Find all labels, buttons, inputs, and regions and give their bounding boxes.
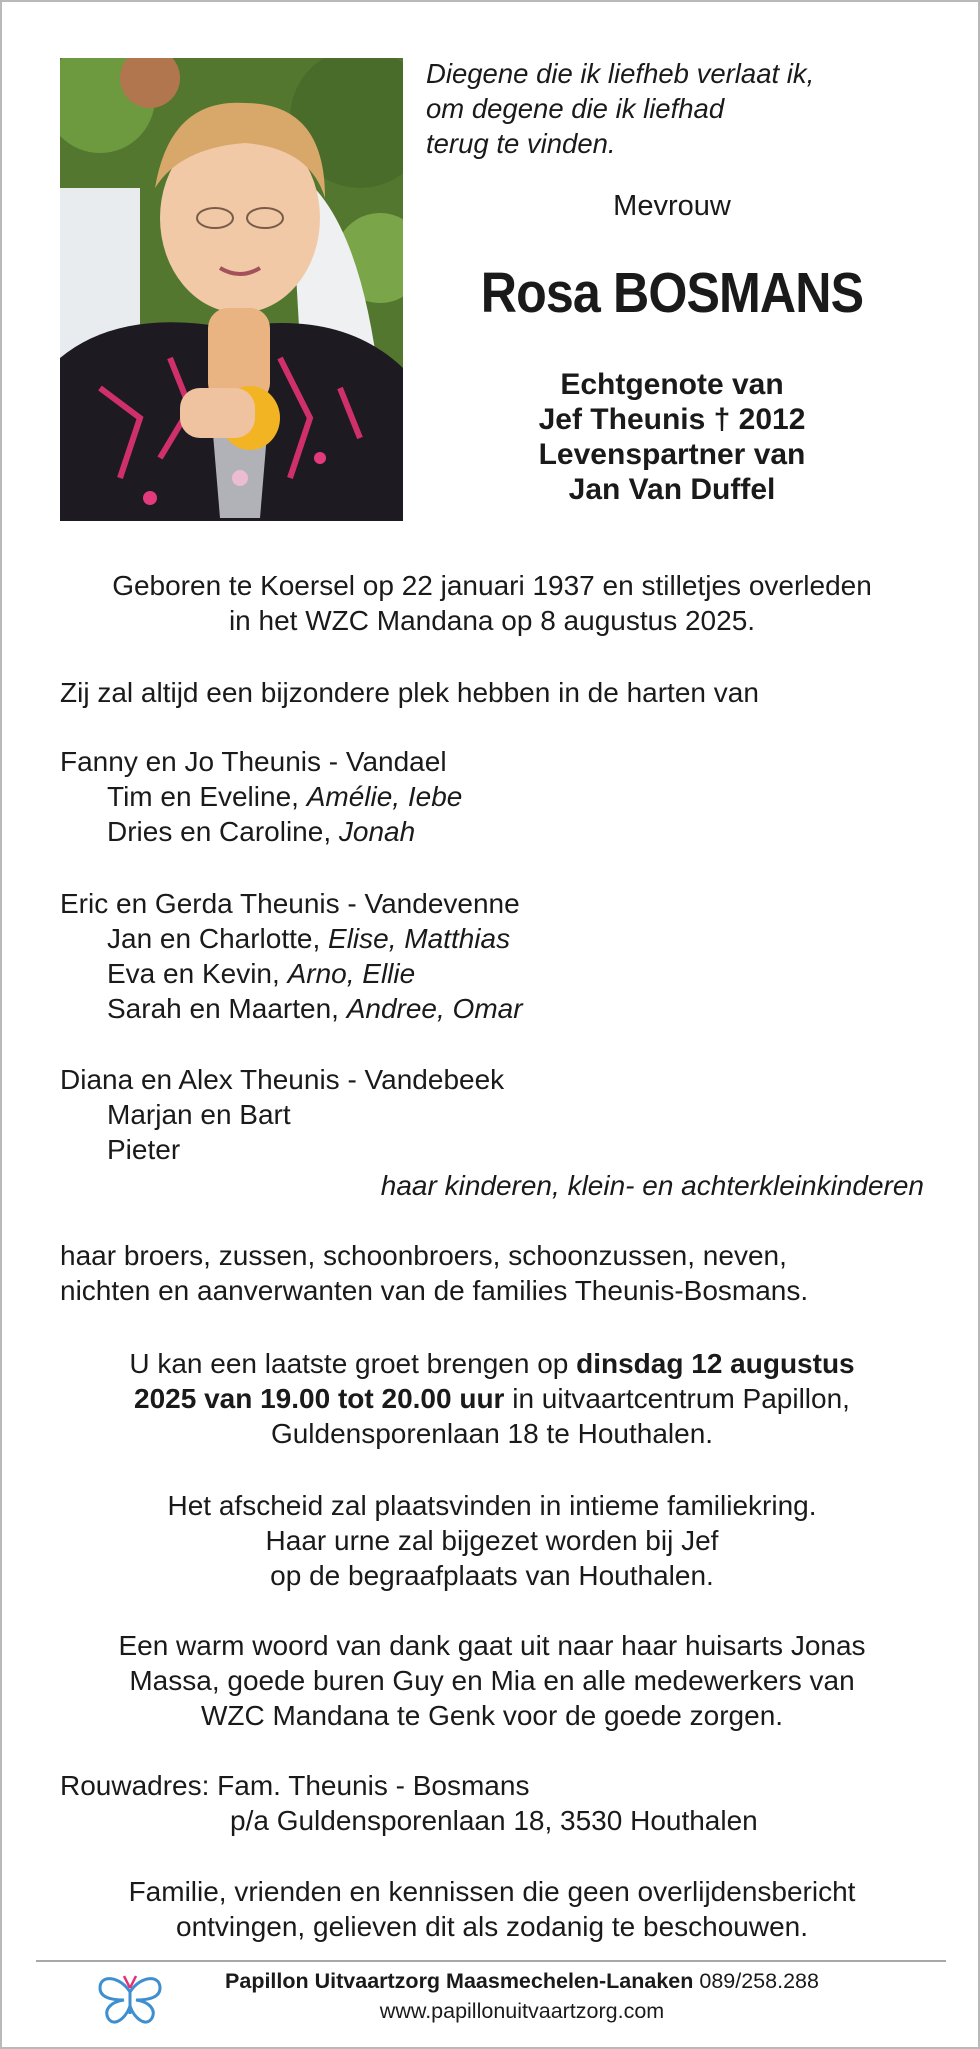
- visit-place: in uitvaartcentrum Papillon,: [504, 1383, 850, 1414]
- text-line: p/a Guldensporenlaan 18, 3530 Houthalen: [230, 1805, 758, 1836]
- parents: Jan en Charlotte,: [107, 923, 329, 954]
- relation-line: Jef Theunis † 2012: [538, 403, 806, 436]
- text-line: op de begraafplaats van Houthalen.: [270, 1560, 714, 1591]
- funeral-home-footer: [162, 1966, 882, 2026]
- family-head: Eric en Gerda Theunis - Vandevenne: [60, 888, 520, 919]
- relation-line: Jan Van Duffel: [568, 473, 776, 506]
- text-line: Massa, goede buren Guy en Mia en alle medewerkers van: [129, 1665, 855, 1696]
- family-member: [60, 814, 940, 849]
- mourning-address: [60, 1768, 940, 1838]
- text-line: haar broers, zussen, schoonbroers, schoonzussen, neven,: [60, 1240, 787, 1271]
- salutation: Mevrouw: [613, 190, 731, 222]
- text-line: Haar urne zal bijgezet worden bij Jef: [265, 1525, 719, 1556]
- children: Elise, Matthias: [328, 923, 511, 954]
- relatives-text: [60, 1238, 940, 1308]
- text-line: Geboren te Koersel op 22 januari 1937 en stilletjes overleden: [112, 570, 872, 601]
- text-line: Het afscheid zal plaatsvinden in intieme familiekring.: [167, 1490, 817, 1521]
- portrait-photo: [60, 58, 403, 521]
- text-line: Familie, vrienden en kennissen die geen overlijdensbericht: [128, 1876, 856, 1907]
- children: Arno, Ellie: [287, 958, 416, 989]
- visit-time: 2025 van 19.00 tot 20.00 uur: [134, 1383, 505, 1414]
- visitation-info: [42, 1346, 942, 1451]
- relations: [422, 367, 922, 507]
- text-line: Een warm woord van dank gaat uit naar haar huisarts Jonas: [118, 1630, 866, 1661]
- quote-line: om degene die ik liefhad: [426, 93, 725, 124]
- footer-divider: [36, 1960, 946, 1962]
- footer-line: [162, 1966, 882, 1996]
- visit-pre: U kan een laatste groet brengen op: [129, 1348, 577, 1379]
- butterfly-logo-icon: [96, 1970, 164, 2028]
- parents: Dries en Caroline,: [107, 816, 339, 847]
- text-line: ontvingen, gelieven dit als zodanig te beschouwen.: [176, 1911, 808, 1942]
- deceased-name: Rosa BOSMANS: [480, 261, 864, 325]
- family-head: Fanny en Jo Theunis - Vandael: [60, 746, 447, 777]
- family-member: [60, 921, 940, 956]
- intro-line: Zij zal altijd een bijzondere plek hebben in de harten van: [60, 677, 759, 708]
- thanks-text: [42, 1628, 942, 1733]
- text-line: in het WZC Mandana op 8 augustus 2025.: [228, 605, 756, 636]
- family-member: [60, 779, 940, 814]
- children: Andree, Omar: [346, 993, 523, 1024]
- family-group: [60, 1062, 940, 1167]
- relation-line: Echtgenote van: [560, 368, 784, 401]
- family-member: Pieter: [107, 1134, 181, 1165]
- family-group: [60, 886, 940, 1026]
- company-website: www.papillonuitvaartzorg.com: [379, 1999, 665, 2023]
- descendants-line: haar kinderen, klein- en achterkleinkinderen: [380, 1170, 924, 1201]
- parents: Sarah en Maarten,: [107, 993, 347, 1024]
- family-group: [60, 744, 940, 849]
- family-head: Diana en Alex Theunis - Vandebeek: [60, 1064, 505, 1095]
- text-line: [42, 1346, 942, 1381]
- company-name: Papillon Uitvaartzorg Maasmechelen-Lanaken: [225, 1969, 694, 1993]
- quote-line: Diegene die ik liefheb verlaat ik,: [426, 58, 815, 89]
- family-member: [60, 956, 940, 991]
- text-line: Guldensporenlaan 18 te Houthalen.: [270, 1418, 714, 1449]
- opening-quote: [426, 56, 946, 161]
- text-line: [42, 1381, 942, 1416]
- visit-date: dinsdag 12 augustus: [576, 1348, 855, 1379]
- notice-text: [42, 1874, 942, 1944]
- company-phone: 089/258.288: [693, 1969, 819, 1993]
- parents: Tim en Eveline,: [107, 781, 307, 812]
- children: Amélie, Iebe: [306, 781, 463, 812]
- birth-death-info: [42, 568, 942, 638]
- family-member: Marjan en Bart: [107, 1099, 291, 1130]
- quote-line: terug te vinden.: [426, 128, 616, 159]
- parents: Eva en Kevin,: [107, 958, 288, 989]
- family-member: [60, 991, 940, 1026]
- text-line: nichten en aanverwanten van de families Theunis-Bosmans.: [60, 1275, 809, 1306]
- farewell-info: [42, 1488, 942, 1593]
- children: Jonah: [338, 816, 416, 847]
- text-line: Rouwadres: Fam. Theunis - Bosmans: [60, 1770, 530, 1801]
- text-line: WZC Mandana te Genk voor de goede zorgen.: [200, 1700, 784, 1731]
- relation-line: Levenspartner van: [538, 438, 806, 471]
